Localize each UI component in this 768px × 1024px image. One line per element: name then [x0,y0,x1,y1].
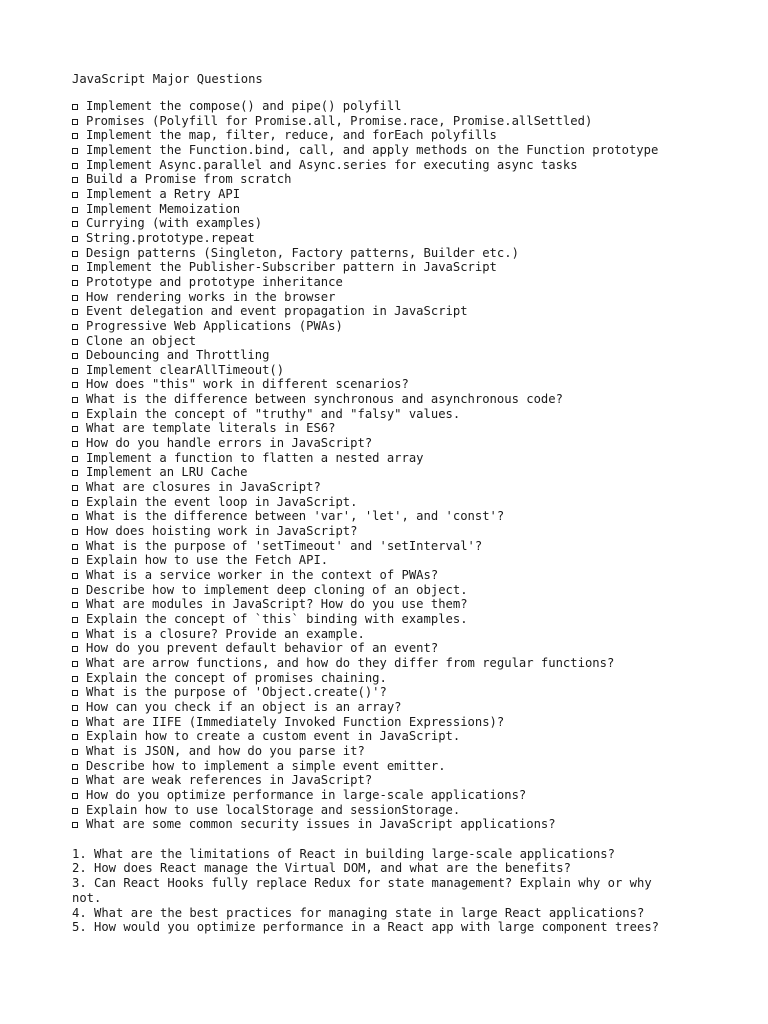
list-item-text: Explain the event loop in JavaScript. [86,494,358,509]
list-item-text: What are some common security issues in JavaScript applications? [86,817,556,832]
list-item-text: Prototype and prototype inheritance [86,274,343,289]
react-questions-list [72,847,682,935]
list-item-text: Implement a Retry API [86,186,241,201]
list-item [72,597,692,612]
list-item-text: Explain how to use the Fetch API. [86,553,329,568]
document-page [72,70,692,935]
square-bullet-icon [72,426,78,432]
square-bullet-icon [72,119,78,125]
square-bullet-icon [72,163,78,169]
square-bullet-icon [72,734,78,740]
list-item [72,143,692,158]
square-bullet-icon [72,382,78,388]
list-item [72,495,692,510]
list-item-text: How does hoisting work in JavaScript? [86,524,358,539]
list-item-text: Implement the map, filter, reduce, and forEach polyfills [86,128,497,143]
square-bullet-icon [72,207,78,213]
list-item [72,319,692,334]
square-bullet-icon [72,441,78,447]
list-item-text: Currying (with examples) [86,216,263,231]
list-item-text: Describe how to implement deep cloning of an object. [86,582,468,597]
list-item-text: How does "this" work in different scenarios? [86,377,409,392]
list-item [72,99,692,114]
square-bullet-icon [72,778,78,784]
list-item [72,436,692,451]
square-bullet-icon [72,500,78,506]
list-item-text: How do you handle errors in JavaScript? [86,436,373,451]
list-item [72,172,692,187]
list-item-text: Explain the concept of `this` binding with examples. [86,611,468,626]
list-item-text: Explain how to create a custom event in JavaScript. [86,729,461,744]
square-bullet-icon [72,558,78,564]
square-bullet-icon [72,808,78,814]
square-bullet-icon [72,295,78,301]
list-item [72,421,692,436]
list-item [72,290,692,305]
list-item-text: What are modules in JavaScript? How do you use them? [86,597,468,612]
square-bullet-icon [72,602,78,608]
list-item [72,553,692,568]
square-bullet-icon [72,690,78,696]
list-item [72,568,692,583]
list-item-text: What is a closure? Provide an example. [86,626,365,641]
square-bullet-icon [72,177,78,183]
list-item-text: Debouncing and Throttling [86,348,270,363]
square-bullet-icon [72,456,78,462]
list-item-text: Explain the concept of promises chaining. [86,670,387,685]
list-item [72,715,692,730]
square-bullet-icon [72,309,78,315]
list-item [72,128,692,143]
square-bullet-icon [72,353,78,359]
numbered-list-item: 1. What are the limitations of React in building large-scale applications? [72,846,615,861]
list-item [72,729,692,744]
square-bullet-icon [72,793,78,799]
list-item-text: What are template literals in ES6? [86,421,336,436]
list-item [72,216,692,231]
list-item [72,539,692,554]
square-bullet-icon [72,192,78,198]
list-item-text: What are weak references in JavaScript? [86,773,373,788]
list-item-text: Design patterns (Singleton, Factory patterns, Builder etc.) [86,245,519,260]
list-item-text: What is the purpose of 'setTimeout' and 'setInterval'? [86,538,483,553]
list-item [72,700,692,715]
square-bullet-icon [72,339,78,345]
numbered-list-item: 2. How does React manage the Virtual DOM, and what are the benefits? [72,861,571,876]
list-item-text: How do you prevent default behavior of an event? [86,641,439,656]
square-bullet-icon [72,573,78,579]
list-item-text: What are IIFE (Immediately Invoked Function Expressions)? [86,714,505,729]
list-item [72,759,692,774]
list-item-text: How can you check if an object is an array? [86,699,402,714]
list-item [72,744,692,759]
list-item-text: Implement Async.parallel and Async.series for executing async tasks [86,157,578,172]
list-item [72,304,692,319]
list-item [72,231,692,246]
list-item-text: What is a service worker in the context of PWAs? [86,568,439,582]
list-item-text: What is the difference between 'var', 'let', and 'const'? [86,509,505,524]
list-item [72,407,692,422]
list-item [72,275,692,290]
square-bullet-icon [72,822,78,828]
square-bullet-icon [72,514,78,520]
list-item-text: Implement a function to flatten a nested array [86,450,424,465]
list-item [72,656,692,671]
square-bullet-icon [72,104,78,110]
list-item [72,788,692,803]
list-item [72,773,692,788]
list-item [72,187,692,202]
list-item-text: Implement an LRU Cache [86,465,248,480]
list-item [72,451,692,466]
square-bullet-icon [72,661,78,667]
square-bullet-icon [72,646,78,652]
list-item [72,246,692,261]
list-item [72,803,692,818]
list-item [72,348,692,363]
list-item [72,627,692,642]
list-item-text: String.prototype.repeat [86,230,255,245]
list-item-text: How do you optimize performance in large-scale applications? [86,787,527,802]
list-item-text: Implement clearAllTimeout() [86,362,285,377]
square-bullet-icon [72,720,78,726]
list-item-text: Promises (Polyfill for Promise.all, Promise.race, Promise.allSettled) [86,113,593,128]
list-item-text: What is JSON, and how do you parse it? [86,743,365,758]
square-bullet-icon [72,588,78,594]
list-item [72,260,692,275]
square-bullet-icon [72,397,78,403]
square-bullet-icon [72,470,78,476]
square-bullet-icon [72,221,78,227]
list-item [72,465,692,480]
list-item [72,583,692,598]
list-item-text: Describe how to implement a simple event emitter. [86,758,446,773]
square-bullet-icon [72,632,78,638]
list-item [72,377,692,392]
list-item [72,641,692,656]
square-bullet-icon [72,617,78,623]
list-item-text: Implement the compose() and pipe() polyfill [86,99,402,113]
list-item [72,158,692,173]
square-bullet-icon [72,324,78,330]
list-item [72,817,692,832]
list-item [72,509,692,524]
square-bullet-icon [72,133,78,139]
square-bullet-icon [72,251,78,257]
list-item [72,114,692,129]
list-item-text: Event delegation and event propagation in JavaScript [86,304,468,319]
square-bullet-icon [72,412,78,418]
list-item-text: Clone an object [86,333,197,348]
list-item-text: Progressive Web Applications (PWAs) [86,318,343,333]
list-item-text: Build a Promise from scratch [86,172,292,187]
square-bullet-icon [72,148,78,154]
list-item [72,363,692,378]
list-item-text: What is the difference between synchronous and asynchronous code? [86,392,563,407]
list-item [72,334,692,349]
list-item [72,524,692,539]
square-bullet-icon [72,236,78,242]
list-item-text: What are closures in JavaScript? [86,480,321,495]
list-item [72,480,692,495]
list-item-text: Explain the concept of "truthy" and "falsy" values. [86,406,461,421]
list-item [72,202,692,217]
square-bullet-icon [72,705,78,711]
square-bullet-icon [72,676,78,682]
list-item-text: Explain how to use localStorage and sessionStorage. [86,802,461,817]
square-bullet-icon [72,368,78,374]
document-title: JavaScript Major Questions [72,72,263,86]
numbered-list-item: 4. What are the best practices for managing state in large React applications? [72,905,645,920]
list-item [72,392,692,407]
list-item [72,612,692,627]
list-item-text: What are arrow functions, and how do they differ from regular functions? [86,655,615,670]
list-item-text: What is the purpose of 'Object.create()'? [86,685,387,700]
questions-bullet-list [72,99,692,832]
square-bullet-icon [72,544,78,550]
square-bullet-icon [72,265,78,271]
square-bullet-icon [72,529,78,535]
square-bullet-icon [72,749,78,755]
numbered-list-item: 5. How would you optimize performance in a React app with large component trees? [72,920,659,935]
list-item-text: Implement the Function.bind, call, and apply methods on the Function prototype [86,142,659,157]
square-bullet-icon [72,485,78,491]
square-bullet-icon [72,764,78,770]
list-item-text: Implement the Publisher-Subscriber pattern in JavaScript [86,260,497,275]
list-item-text: How rendering works in the browser [86,289,336,304]
list-item [72,685,692,700]
list-item-text: Implement Memoization [86,201,241,216]
square-bullet-icon [72,280,78,286]
list-item [72,671,692,686]
numbered-list-item: 3. Can React Hooks fully replace Redux for state management? Explain why or why not. [72,876,652,905]
